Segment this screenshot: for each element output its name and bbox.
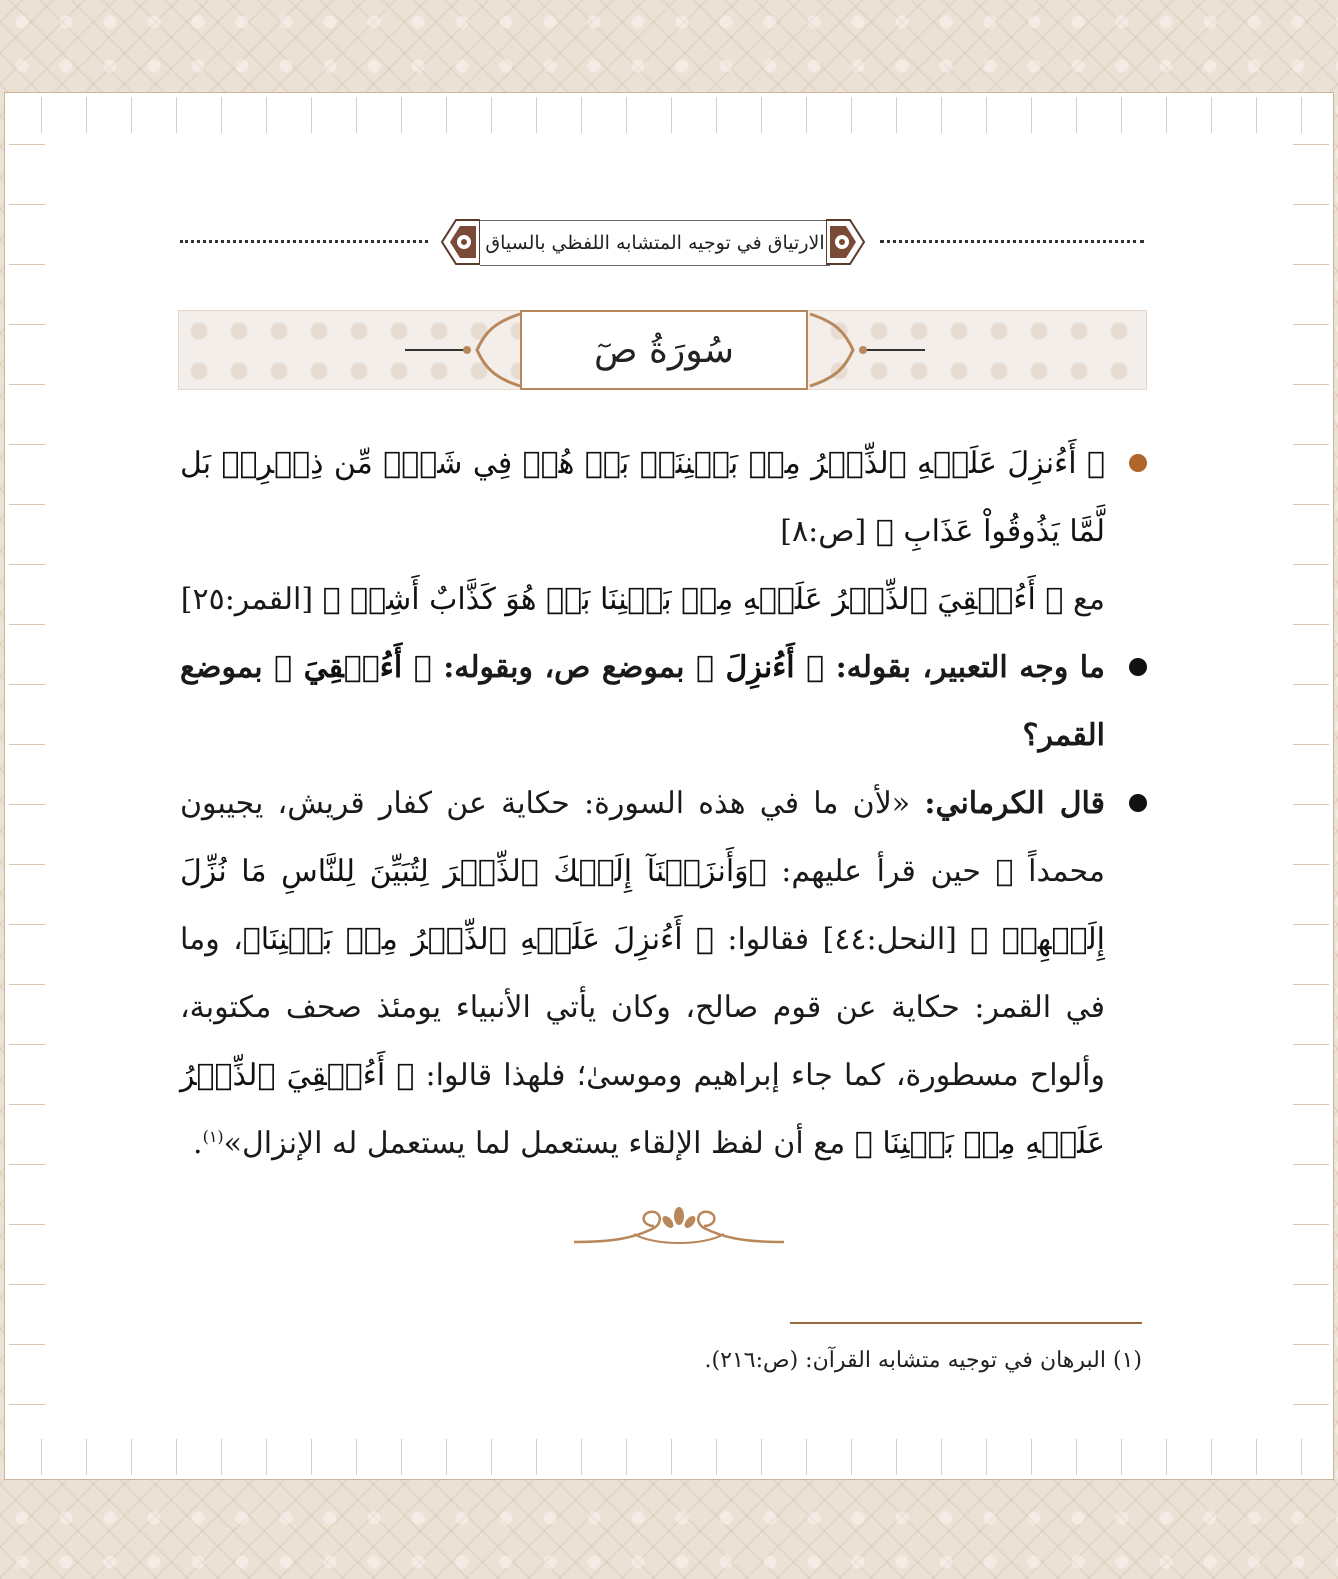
header-dotted-rule-left	[180, 240, 428, 243]
paragraph-answer	[180, 770, 1155, 1178]
top-ornament-border	[19, 97, 1319, 133]
section-end-ornament-icon	[574, 1198, 784, 1250]
right-ornament-border	[1293, 137, 1329, 1435]
question-text: ما وجه التعبير، بقوله:	[835, 650, 1105, 685]
running-header-title: الارتياق في توجيه المتشابه اللفظي بالسياق	[480, 220, 830, 266]
paragraph-verses	[180, 430, 1155, 634]
bullet-icon	[1129, 454, 1147, 472]
verse-reference: [ص:٨]	[780, 514, 867, 549]
answer-text: «لأن ما في هذه السورة: حكاية عن كفار قريش، يجيبون محمداً ﷺ حين قرأ عليهم:	[180, 786, 1105, 889]
speaker-name: قال الكرماني:	[924, 786, 1105, 821]
paragraph-question	[180, 634, 1155, 770]
footnote-text: (١) البرهان في توجيه متشابه القرآن: (ص:٢١٦).	[704, 1348, 1142, 1373]
quran-quote: ﴿ أَءُلۡقِيَ ﴾	[274, 650, 432, 685]
quran-quote: ﴿ أَءُنزِلَ عَلَيۡهِ ٱلذِّكۡرُ مِنۢ بَيۡنِنَاۚ بَلۡ هُمۡ فِي شَكّٖ مِّن ذِكۡرِيۚ بَل لَّمَّا يَذُوقُواْ عَذَابِ ﴾	[180, 446, 1105, 549]
main-content	[180, 430, 1155, 1178]
quran-quote: ﴿ أَءُنزِلَ ﴾	[696, 650, 825, 685]
connector-text: مع	[1072, 582, 1105, 617]
quran-quote: ﴿ أَءُلۡقِيَ ٱلذِّكۡرُ عَلَيۡهِ مِنۢ بَيۡنِنَا بَلۡ هُوَ كَذَّابٌ أَشِرٞ ﴾	[322, 582, 1064, 617]
answer-text: مع أن لفظ الإلقاء يستعمل لما يستعمل له الإنزال»	[223, 1126, 846, 1161]
answer-end: .	[193, 1126, 203, 1161]
question-text: بموضع ص، وبقوله:	[443, 650, 685, 685]
quran-quote: ﴿ أَءُلۡقِيَ ٱلذِّكۡرُ عَلَيۡهِ مِنۢ بَيۡنِنَا ﴾	[180, 1058, 1105, 1161]
bullet-icon	[1129, 658, 1147, 676]
header-right-ornament-icon	[826, 214, 870, 270]
bullet-icon	[1129, 794, 1147, 812]
answer-text: ، وما في القمر: حكاية عن قوم صالح، وكان يأتي الأنبياء يومئذ صحف مكتوبة، وألواح مسطورة، كما جاء إبراهيم وموسىٰ؛ فلهذا قالوا:	[180, 922, 1105, 1093]
question-text: بموضع القمر؟	[180, 650, 1105, 753]
footnote-divider	[790, 1322, 1142, 1324]
quran-quote: ﴿ أَءُنزِلَ عَلَيۡهِ ٱلذِّكۡرُ مِنۢ بَيۡنِنَا﴾	[242, 922, 714, 957]
header-left-ornament-icon	[436, 214, 480, 270]
verse-reference: [القمر:٢٥]	[180, 582, 314, 617]
footnote-marker[interactable]: (١)	[202, 1127, 224, 1146]
quran-quote: ﴿وَأَنزَلۡنَآ إِلَيۡكَ ٱلذِّكۡرَ لِتُبَيِّنَ لِلنَّاسِ مَا نُزِّلَ إِلَيۡهِمۡ ﴾	[180, 854, 1106, 957]
verse-reference: [النحل:٤٤]	[822, 922, 957, 957]
answer-text: فقالوا:	[727, 922, 810, 957]
bottom-ornament-border	[19, 1439, 1319, 1475]
header-dotted-rule-right	[880, 240, 1144, 243]
left-ornament-border	[9, 137, 45, 1435]
surah-title: سُورَةُ صٓ	[520, 310, 808, 390]
